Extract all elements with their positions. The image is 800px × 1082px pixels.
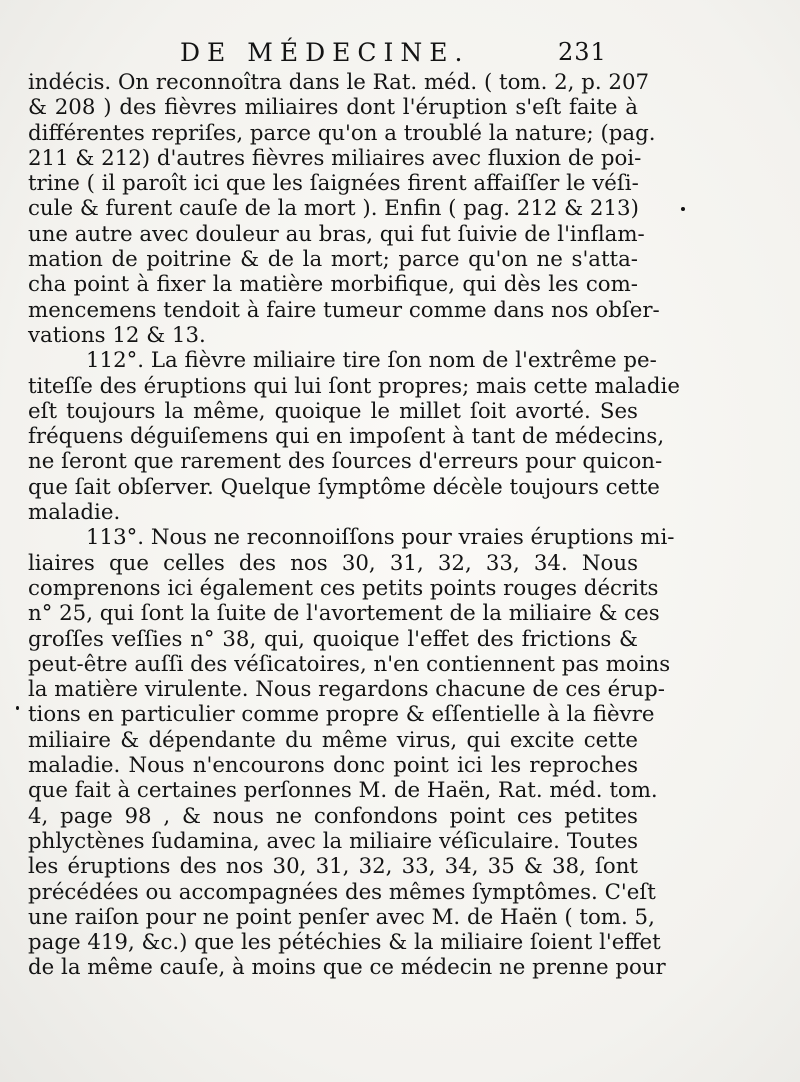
text-line: maladie. Nous n'encourons donc point ici les reproches	[28, 753, 638, 779]
text-line: groſſes veſſies n° 38, qui, quoique l'effet des frictions &	[28, 626, 638, 652]
ink-speck	[16, 706, 19, 710]
text-line: liaires que celles des nos 30, 31, 32, 33, 34. Nous	[28, 550, 638, 576]
text-line: 113°. Nous ne reconnoiſſons pour vraies éruptions mi-	[86, 525, 675, 551]
text-line: que fait à certaines perſonnes M. de Haën, Rat. méd. tom.	[28, 778, 658, 804]
text-line: tions en particulier comme propre & eſſentielle à la fièvre	[28, 702, 655, 728]
text-line: phlyctènes ſudamina, avec la miliaire véſiculaire. Toutes	[28, 828, 638, 854]
text-line: 211 & 212) d'autres fièvres miliaires avec fluxion de poi-	[28, 145, 642, 171]
text-line: de la même cauſe, à moins que ce médecin ne prenne pour	[28, 955, 666, 981]
text-line: une raiſon pour ne point penſer avec M. de Haën ( tom. 5,	[28, 904, 655, 930]
page-header	[180, 38, 620, 68]
text-line: vations 12 & 13.	[28, 322, 206, 348]
text-line: 4, page 98 , & nous ne confondons point ces petites	[28, 803, 638, 829]
text-line: comprenons ici également ces petits points rouges décrits	[28, 575, 659, 601]
text-line: cule & furent cauſe de la mort ). Enfin ( pag. 212 & 213)	[28, 196, 639, 222]
text-line: mencemens tendoit à faire tumeur comme dans nos obſer-	[28, 297, 660, 323]
text-line: les éruptions des nos 30, 31, 32, 33, 34, 35 & 38, ſont	[28, 854, 638, 880]
body-text	[28, 70, 680, 981]
text-line: fréquens déguiſemens qui en impoſent à tant de médecins,	[28, 424, 665, 450]
text-line: une autre avec douleur au bras, qui fut ſuivie de l'inflam-	[28, 221, 645, 247]
text-line: titeſſe des éruptions qui lui ſont propres; mais cette maladie	[28, 373, 680, 399]
text-line: indécis. On reconnoîtra dans le Rat. méd. ( tom. 2, p. 207	[28, 70, 650, 95]
text-line: la matière virulente. Nous regardons chacune de ces érup-	[28, 677, 665, 703]
text-line: précédées ou accompagnées des mêmes ſymptômes. C'eſt	[28, 879, 656, 905]
text-line: trine ( il paroît ici que les ſaignées firent affaiſſer le véſi-	[28, 171, 639, 197]
text-line: 112°. La fièvre miliaire tire ſon nom de l'extrême pe-	[86, 348, 657, 374]
text-line: mation de poitrine & de la mort; parce qu'on ne s'atta-	[28, 247, 638, 273]
text-line: page 419, &c.) que les pétéchies & la miliaire ſoient l'effet	[28, 930, 661, 956]
text-line: que ſait obſerver. Quelque ſymptôme décèle toujours cette	[28, 474, 660, 500]
text-line: & 208 ) des fièvres miliaires dont l'éruption s'eſt faite à	[28, 95, 638, 121]
text-line: miliaire & dépendante du même virus, qui excite cette	[28, 727, 638, 753]
text-line: n° 25, qui ſont la ſuite de l'avortement de la miliaire & ces	[28, 601, 660, 627]
text-line: eſt toujours la même, quoique le millet ſoit avorté. Ses	[28, 398, 638, 424]
text-line: maladie.	[28, 500, 121, 526]
text-line: différentes repriſes, parce qu'on a troublé la nature; (pag.	[28, 120, 656, 146]
running-head: DE MÉDECINE.	[180, 38, 470, 67]
ink-speck	[681, 207, 685, 211]
page-number: 231	[558, 38, 607, 66]
text-line: peut-être auſſi des véſicatoires, n'en contiennent pas moins	[28, 651, 671, 677]
text-line: cha point à fixer la matière morbifique, qui dès les com-	[28, 272, 638, 298]
text-line: ne ſeront que rarement des ſources d'erreurs pour quicon-	[28, 449, 663, 475]
